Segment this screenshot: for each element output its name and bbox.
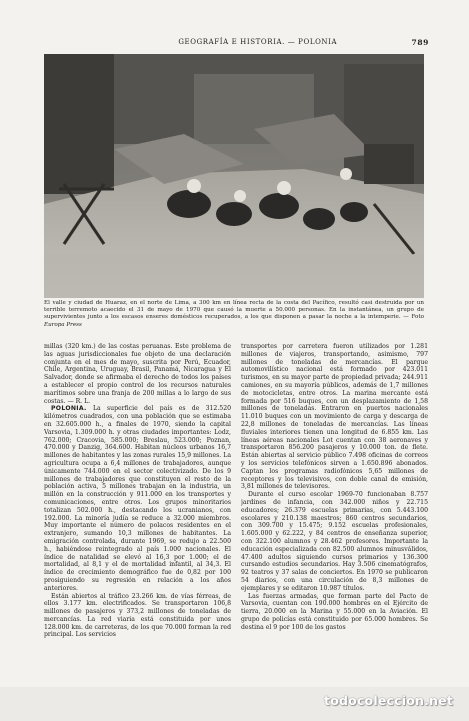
paragraph: Durante el curso escolar 1969-70 funcionaban 8.757 jardines de infancia, con 342.000 niños y 22.715 educadores; 26.379 escuelas primarias, con 5.443.100 escolares y 210.138 maestros; 860 centros secundarios, con 309.700 y 15.475; 9.152 escuelas profesionales, 1.605.000 y 62.222, y 84 centros de enseñanza superior, con 322.100 alumnos y 28.462 profesores. Importante la educación especializada con 82.500 alumnos minusválidos, 47.400 adultos siguiendo cursos primarios y 136.300 cursando estudios secundarios. Hay 3.506 cinematógrafos, 92 teatros y 37 salas de conciertos. En 1970 se publicaron 54 diarios, con una circulación de 8,3 millones de ejemplares y se editaron 10.987 títulos. [241,491,428,592]
right-column [241,343,428,681]
paragraph: Las fuerzas armadas, que forman parte del Pacto de Varsovia, cuentan con 190.000 hombres en el Ejército de tierra, 20.000 en la Marina y 55.000 en la Aviación. El grupo de policías está constituido por 65.000 hombres. Se destina el 9 por 100 de los gastos [241,592,428,631]
photo-credit: Europa Press [44,321,82,328]
paragraph: millas (320 km.) de las costas peruanas. Este problema de las aguas jurisdiccionales fue objeto de una declaración conjunta en el mes de mayo, suscrita por Perú, Ecuador, Chile, Argentina, Uruguay, Brasil, Panamá, Nicaragua y El Salvador, donde se afirmaba el derecho de todos los países a establecer el propio control de los recursos naturales marítimos sobre una franja de 200 millas a lo largo de sus costas. — R. L. [44,343,231,405]
paragraph: Están abiertos al tráfico 23.266 km. de vías férreas, de ellos 3.177 km. electrificados. Se transportaron 106,8 millones de pasajeros y 373,2 millones de toneladas de mercancías. La red viaria está constituida por unos 128.000 km. de carreteras, de los que 70.000 forman la red principal. Los servicios [44,592,231,639]
site-watermark: todocoleccion.net [324,693,453,708]
paragraph-polonia [44,405,231,592]
running-header [44,36,429,48]
paragraph-text: La superficie del país es de 312.520 kilómetros cuadrados, con una población que se estimaba en 32.605.000 h., a finales de 1970, siendo la capital Varsovia, 1.309.000 h. y otras ciudades importantes: Lodz, 762.000; Cracovia, 585.000; Breslau, 523.000; Poznan, 470.000 y Danzig, 364.600. Habitan núcleos urbanos 16,7 millones de habitantes y las zonas rurales 15,9 millones. La agricultura ocupa a 6,4 millones de trabajadores, aunque únicamente 744.000 en el sector colectivizado. De los 9 millones de trabajadores que constituyen el resto de la población activa, 5 millones trabajan en la industria, un millón en la construcción y 911.000 en los transportes y comunicaciones, entre otros. Los grupos minoritarios totalizan 502.000 h., destacando los ucranianos, con 192.000. La minoría judía se reduce a 32.000 miembros. Muy importante el número de polacos residentes en el extranjero, sumando 10,3 millones de habitantes. La emigración controlada, durante 1969, se redujo a 22.500 h., habiéndose reintegrado al país 1.000 nacionales. El índice de natalidad se elevó al 16,3 por 1.000; el de mortalidad, al 8,1 y el de mortalidad infantil, al 34,3. El índice de crecimiento demográfico fue de 0,82 por 100 prosiguiendo su regresión en relación a los años anteriores. [44,405,231,592]
page-number: 789 [411,37,429,47]
paragraph: transportes por carretera fueron utilizados por 1.281 millones de viajeros, transportando, asimismo, 797 millones de toneladas de mercancías. El parque automovilístico nacional está formado por 423.011 turismos, en su mayor parte de propiedad privada; 244.911 camiones, en su mayoría públicos, además de 1,7 millones de motocicletas, entre otros. La marina mercante está formada por 516 buques, con un desplazamiento de 1,58 millones de toneladas. Entraron en puertos nacionales 11.010 buques con un movimiento de carga y descarga de 22,8 millones de toneladas de mercancías. Las líneas fluviales interiores tienen una longitud de 6.855 km. Las líneas aéreas nacionales Lot cuentan con 38 aeronaves y transportaron 856.200 pasajeros y 10.000 ton. de flete. Están abiertas al servicio público 7.498 oficinas de correos y los servicios telefónicos sirven a 1.650.896 abonados. Captan los programas radiofónicos 5,65 millones de receptores y los televisivos, con doble canal de emisión, 3,81 millones de televisores. [241,343,428,491]
left-column [44,343,231,681]
article-columns [44,343,428,681]
section-head: POLONIA. [51,405,87,413]
earthquake-photo [44,54,424,298]
photo-caption [44,300,424,329]
running-title: GEOGRAFÍA E HISTORIA. — POLONIA [178,38,338,46]
caption-text: El valle y ciudad de Huaraz, en el norte de Lima, a 300 km en línea recta de la costa del Pacífico, resultó casi destruida por un terrible terremoto acaecido el 31 de mayo de 1970 que causó la muerte a 50.000 personas. En la instantánea, un grupo de supervivientes junto a los escasos enseres domésticos recuperados, a los que disponen a pasar la noche a la intemperie. — Foto [44,300,424,321]
